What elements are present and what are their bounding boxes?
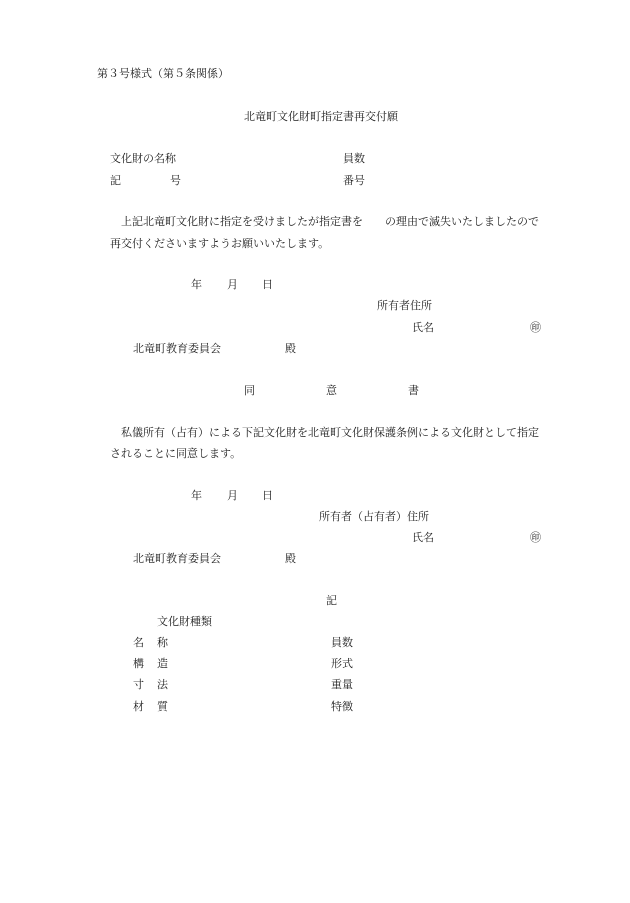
cultural-property-name-label: 文化財の名称	[110, 152, 176, 165]
date-day-label: 日	[262, 489, 273, 502]
consent-title-char1: 同	[244, 384, 255, 397]
consent-title-char2: 意	[326, 384, 337, 397]
seal-mark: ㊞	[530, 321, 541, 334]
addressee-organization: 北竜町教育委員会	[133, 342, 221, 355]
record-row-label-char2: 造	[157, 657, 168, 670]
record-row-right-label: 員数	[331, 636, 353, 649]
record-heading: 記	[326, 594, 337, 607]
record-row-label-char1: 名	[133, 636, 144, 649]
consent-body-line2: されることに同意します。	[110, 447, 242, 460]
record-row-label-char1: 材	[133, 700, 144, 713]
document-title: 北竜町文化財町指定書再交付願	[244, 110, 398, 123]
addressee-honorific: 殿	[285, 342, 296, 355]
symbol-label-part2: 号	[170, 174, 181, 187]
symbol-label-part1: 記	[110, 174, 121, 187]
applicant-name-label: 氏名	[412, 321, 434, 334]
request-body-line1: 上記北竜町文化財に指定を受けましたが指定書を の理由で滅失いたしましたので	[121, 215, 539, 228]
count-label: 員数	[343, 152, 365, 165]
record-row-right-label: 特徴	[331, 700, 353, 713]
date-month-label: 月	[227, 278, 238, 291]
record-row-right-label: 重量	[331, 678, 353, 691]
owner-name-label: 氏名	[412, 531, 434, 544]
record-row-label-char2: 質	[157, 700, 168, 713]
record-row-label-char2: 称	[157, 636, 168, 649]
consent-body-line1: 私儀所有（占有）による下記文化財を北竜町文化財保護条例による文化財として指定	[121, 426, 539, 439]
record-row-label-char2: 法	[157, 678, 168, 691]
request-body-line2: 再交付くださいますようお願いいたします。	[110, 237, 330, 250]
cultural-property-type-label: 文化財種類	[157, 615, 212, 628]
applicant-address-label: 所有者住所	[377, 299, 432, 312]
date-year-label: 年	[191, 489, 202, 502]
addressee-organization: 北竜町教育委員会	[133, 552, 221, 565]
addressee-honorific: 殿	[285, 552, 296, 565]
consent-title-char3: 書	[408, 384, 419, 397]
form-number-label: 第３号様式（第５条関係）	[97, 67, 229, 80]
seal-mark: ㊞	[530, 531, 541, 544]
date-month-label: 月	[227, 489, 238, 502]
record-row-label-char1: 寸	[133, 678, 144, 691]
record-row-label-char1: 構	[133, 657, 144, 670]
owner-address-label: 所有者（占有者）住所	[319, 510, 429, 523]
number-label: 番号	[343, 174, 365, 187]
date-day-label: 日	[262, 278, 273, 291]
record-row-right-label: 形式	[331, 657, 353, 670]
date-year-label: 年	[191, 278, 202, 291]
